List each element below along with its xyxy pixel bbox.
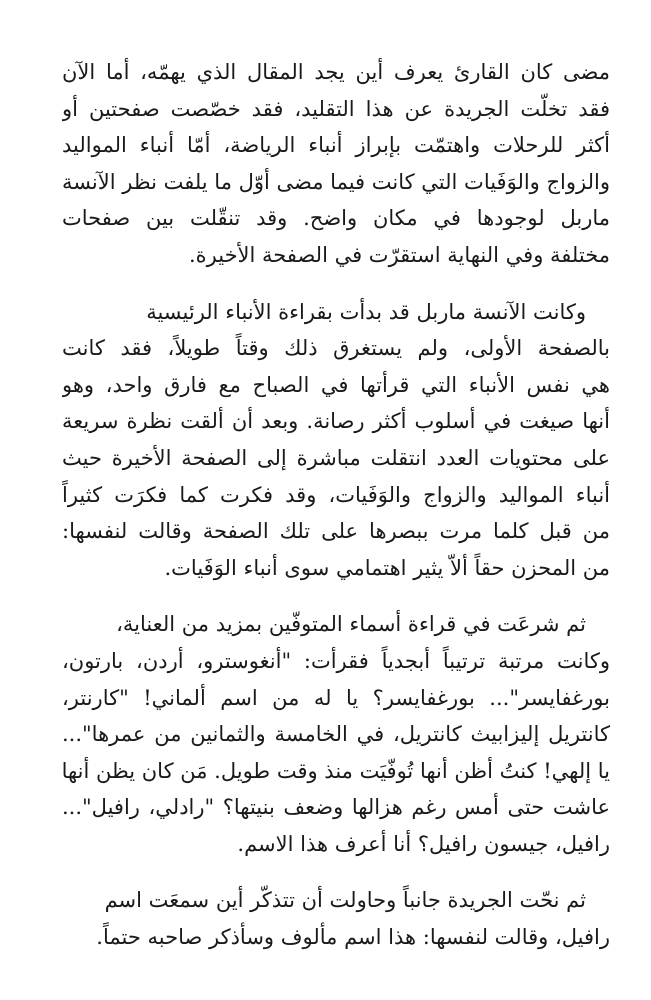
- text-line: ماربل لوجودها في مكان واضح. وقد تنقّلت بين صفحات: [62, 206, 610, 231]
- text-line: ثم شرعَت في قراءة أسماء المتوفّين بمزيد من العناية،: [116, 612, 586, 637]
- text-line: أنها صيغت في أسلوب أكثر رصانة. وبعد أن ألقت نظرة سريعة: [62, 409, 610, 434]
- text-line: والزواج والوَفَيات التي كانت فيما مضى أوّل ما يلفت نظر الآنسة: [62, 169, 610, 194]
- book-page: [62, 54, 610, 976]
- text-line: على محتويات العدد انتقلت مباشرة إلى الصفحة الأخيرة حيث: [62, 445, 610, 470]
- paragraph-2: [62, 294, 610, 587]
- text-line: من قبل كلما مرت ببصرها على تلك الصفحة وقالت لنفسها:: [62, 519, 610, 544]
- text-line: بالصفحة الأولى، ولم يستغرق ذلك وقتاً طويلاً، فقد كانت: [62, 336, 610, 361]
- text-line: رافيل، وقالت لنفسها: هذا اسم مألوف وسأذكر صاحبه حتماً.: [96, 925, 610, 950]
- text-line: ثم نحّت الجريدة جانباً وحاولت أن تتذكّر أين سمعَت اسم: [104, 888, 586, 913]
- text-line: أكثر للرحلات واهتمّت بإبراز أنباء الرياضة، أمّا أنباء المواليد: [62, 133, 610, 158]
- text-line: مختلفة وفي النهاية استقرّت في الصفحة الأخيرة.: [188, 242, 610, 267]
- paragraph-3: [62, 606, 610, 862]
- text-line: وكانت مرتبة ترتيباً أبجدياً فقرأت: "أنغوسترو، أردن، بارتون،: [62, 648, 610, 673]
- text-line: كانتريل إليزابيث كانتريل، في الخامسة والثمانين من عمرها"...: [62, 722, 610, 747]
- text-line: مضى كان القارئ يعرف أين يجد المقال الذي يهمّه، أما الآن: [62, 60, 610, 84]
- text-line: أنباء المواليد والزواج والوَفَيات، وقد فكرت كما فكرَت كثيراً: [62, 482, 610, 507]
- text-line: يا إلهي! كنتُ أظن أنها تُوفّيَت منذ وقت طويل. مَن كان يظن أنها: [62, 758, 610, 783]
- text-line: من المحزن حقاً ألاّ يثير اهتمامي سوى أنباء الوَفَيات.: [164, 555, 610, 580]
- paragraph-1: [62, 54, 610, 274]
- text-line: وكانت الآنسة ماربل قد بدأت بقراءة الأنباء الرئيسية: [146, 299, 586, 324]
- text-line: بورغفايسر"... بورغفايسر؟ يا له من اسم ألماني! "كارنتر،: [62, 685, 610, 710]
- text-line: هي نفس الأنباء التي قرأتها في الصباح مع فارق واحد، وهو: [62, 372, 610, 397]
- text-line: رافيل، جيسون رافيل؟ أنا أعرف هذا الاسم.: [237, 831, 610, 856]
- text-line: عاشت حتى أمس رغم هزالها وضعف بنيتها؟ "رادلي، رافيل"...: [62, 795, 610, 820]
- paragraph-4: [62, 882, 610, 955]
- text-line: فقد تخلّت الجريدة عن هذا التقليد، فقد خصّصت صفحتين أو: [62, 96, 610, 121]
